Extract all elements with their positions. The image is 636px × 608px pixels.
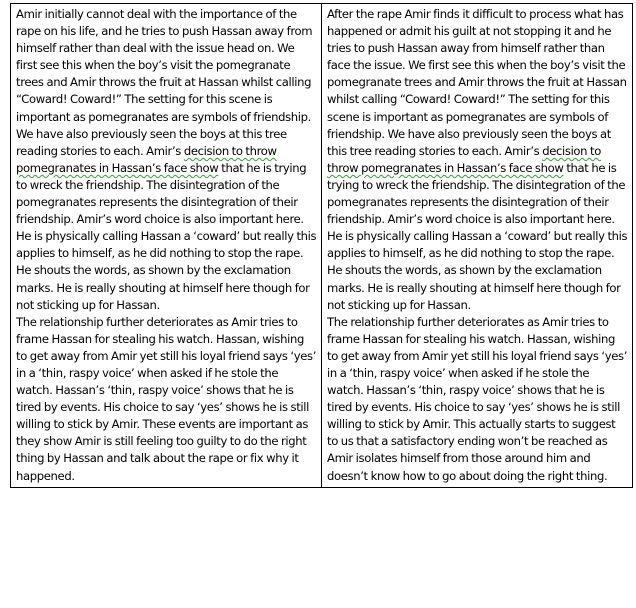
comparison-table xyxy=(10,3,633,488)
left-paragraph-1-start: Amir initially cannot deal with the importance of the rape on his life, and he tries to push Hassan away from himself rather than deal with the issue head on. We first see this when the boy’s visit the pomegranate trees and Amir throws the fruit at Hassan whilst calling “Coward! Coward!” The setting for this scene is important as pomegranates are symbols of friendship. We have also previously seen the boys at this tree reading stories to each. Amir’s xyxy=(16,7,313,158)
left-paragraph-1-end: that he is trying to wreck the friendship. The disintegration of the pomegranates represents the disintegration of their friendship. Amir’s word choice is also important here. He is physically calling Hassan a ‘coward’ but really this applies to himself, as he did nothing to stop the rape. He shouts the words, as shown by the exclamation marks. He is really shouting at himself here though for not sticking up for Hassan. xyxy=(16,160,317,312)
left-paragraph-1 xyxy=(16,6,317,314)
right-grammar-flagged-phrase: decision to throw pomegranates in Hassan’s face show xyxy=(327,143,601,175)
left-grammar-flagged-phrase: decision to throw pomegranates in Hassan’s face show xyxy=(16,143,277,175)
right-paragraph-1-start: After the rape Amir finds it difficult to process what has happened or admit his guilt at not stopping it and he tries to push Hassan away from himself rather than face the issue. We first see this when the boy’s visit the pomegranate trees and Amir throws the fruit at Hassan whilst calling “Coward! Coward!” The setting for this scene is important as pomegranates are symbols of friendship. We have also previously seen the boys at this tree reading stories to each. Amir’s xyxy=(327,7,627,158)
right-paragraph-2: The relationship further deteriorates as Amir tries to frame Hassan for stealing his watch. Hassan, wishing to get away from Amir yet still his loyal friend says ‘yes’ in a ‘thin, raspy voice’ when asked if he stole the watch. Hassan’s ‘thin, raspy voice’ shows that he is tired by events. His choice to say ‘yes’ shows he is still willing to stick by Amir. This actually starts to suggest to us that a satisfactory ending won’t be reached as Amir isolates himself from those around him and doesn’t know how to go about doing the right thing. xyxy=(327,314,628,483)
left-column-cell xyxy=(11,4,322,488)
table-row xyxy=(11,4,633,488)
right-paragraph-1-end: that he is trying to wreck the friendship. The disintegration of the pomegranates represents the disintegration of their friendship. Amir’s word choice is also important here. He is physically calling Hassan a ‘coward’ but really this applies to himself, as he did nothing to stop the rape. He shouts the words, as shown by the exclamation marks. He is really shouting at himself here though for not sticking up for Hassan. xyxy=(327,160,628,312)
right-paragraph-1 xyxy=(327,6,628,314)
left-paragraph-2: The relationship further deteriorates as Amir tries to frame Hassan for stealing his watch. Hassan, wishing to get away from Amir yet still his loyal friend says ‘yes’ in a ‘thin, raspy voice’ when asked if he stole the watch. Hassan’s ‘thin, raspy voice’ shows that he is tired by events. His choice to say ‘yes’ shows he is still willing to stick by Amir. These events are important as they show Amir is still feeling too guilty to do the right thing by Hassan and talk about the rape or fix why it happened. xyxy=(16,314,317,483)
document-page xyxy=(10,3,628,600)
right-column-cell xyxy=(322,4,633,488)
